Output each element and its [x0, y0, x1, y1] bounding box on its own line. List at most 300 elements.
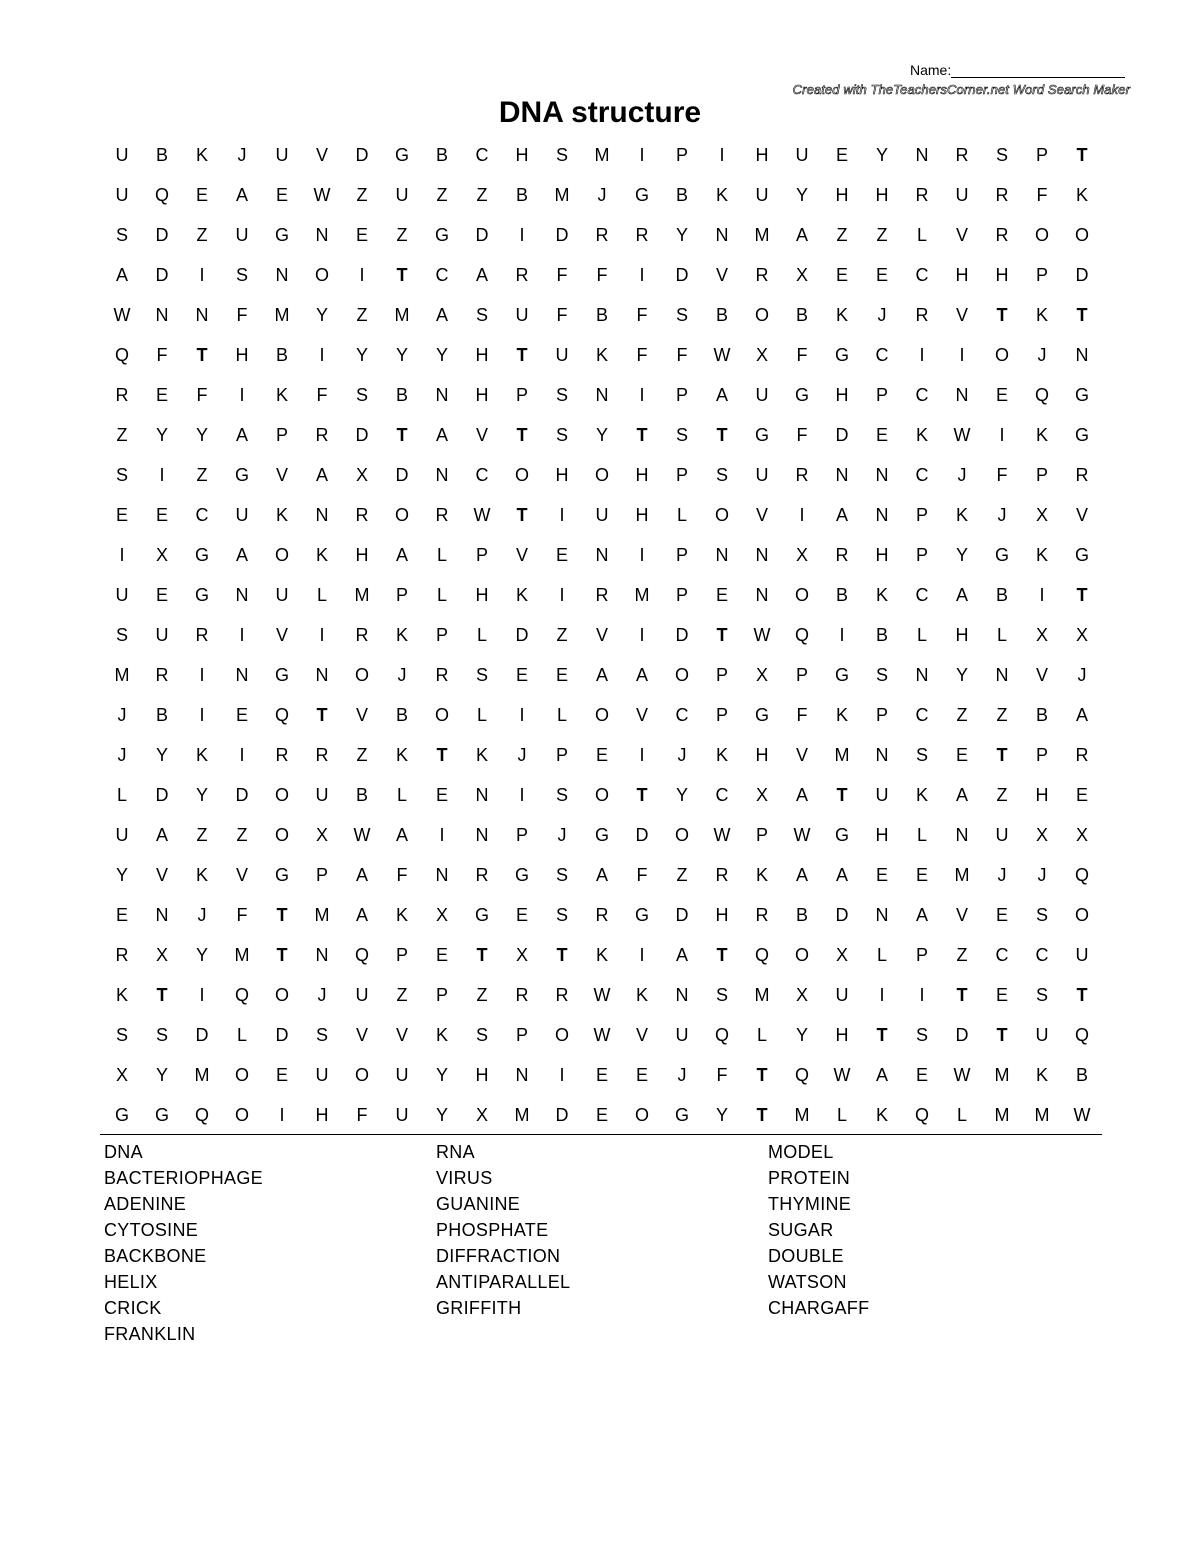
grid-letter: O — [1034, 225, 1049, 245]
grid-letter: Y — [195, 785, 208, 805]
grid-letter: O — [274, 545, 289, 565]
grid-letter: P — [675, 465, 688, 485]
grid-letter: X — [1075, 825, 1088, 845]
grid-letter: R — [915, 185, 929, 205]
grid-letter: H — [235, 345, 249, 365]
grid-letter: K — [275, 505, 288, 525]
grid-letter: U — [835, 985, 849, 1005]
grid-letter: S — [675, 305, 688, 325]
grid-letter: Z — [396, 225, 408, 245]
grid-letter: C — [915, 265, 929, 285]
grid-letter: M — [794, 1105, 810, 1125]
grid-letter: D — [395, 465, 409, 485]
grid-letter: L — [316, 585, 327, 605]
grid-letter: P — [435, 985, 448, 1005]
grid-letter: T — [756, 1065, 768, 1085]
grid-letter: L — [996, 625, 1007, 645]
grid-letter: S — [555, 385, 568, 405]
grid-letter: T — [716, 425, 728, 445]
grid-letter: F — [636, 865, 648, 885]
grid-letter: R — [515, 985, 529, 1005]
grid-letter: G — [194, 545, 209, 565]
grid-letter: D — [555, 225, 569, 245]
grid-letter: U — [155, 625, 169, 645]
grid-letter: S — [555, 905, 568, 925]
grid-letter: R — [195, 625, 209, 645]
grid-letter: N — [275, 265, 289, 285]
grid-letter: B — [155, 705, 168, 725]
grid-letter: N — [1075, 345, 1089, 365]
grid-letter: G — [514, 865, 529, 885]
grid-letter: U — [1075, 945, 1089, 965]
grid-letter: I — [159, 465, 165, 485]
grid-letter: E — [995, 385, 1008, 405]
word-list-item: MODEL — [768, 1142, 834, 1162]
grid-letter: N — [755, 545, 769, 565]
grid-letter: G — [1074, 385, 1089, 405]
grid-letter: G — [754, 705, 769, 725]
grid-letter: M — [514, 1105, 530, 1125]
grid-letter: N — [835, 465, 849, 485]
grid-letter: K — [395, 905, 408, 925]
grid-letter: L — [436, 545, 447, 565]
grid-letter: E — [115, 905, 128, 925]
grid-letter: K — [715, 745, 728, 765]
grid-row — [102, 1015, 1102, 1055]
grid-letter: O — [1074, 225, 1089, 245]
word-list-item: CYTOSINE — [104, 1220, 199, 1240]
grid-letter: Y — [195, 425, 208, 445]
grid-letter: V — [955, 225, 968, 245]
grid-letter: G — [234, 465, 249, 485]
grid-letter: E — [1075, 785, 1088, 805]
grid-letter: A — [355, 905, 368, 925]
grid-letter: F — [556, 305, 568, 325]
grid-letter: A — [675, 945, 688, 965]
grid-letter: T — [1076, 985, 1088, 1005]
grid-letter: G — [834, 825, 849, 845]
word-list-item: FRANKLIN — [104, 1324, 196, 1344]
grid-letter: X — [755, 665, 768, 685]
grid-letter: P — [915, 545, 928, 565]
grid-letter: I — [239, 625, 245, 645]
grid-letter: O — [594, 705, 609, 725]
grid-letter: Y — [155, 1065, 168, 1085]
grid-letter: R — [595, 905, 609, 925]
grid-letter: I — [119, 545, 125, 565]
grid-letter: W — [593, 1025, 611, 1045]
grid-letter: P — [1035, 265, 1048, 285]
grid-letter: Q — [794, 625, 809, 645]
name-field — [910, 62, 1125, 78]
grid-letter: L — [476, 625, 487, 645]
grid-letter: M — [114, 665, 130, 685]
grid-letter: H — [755, 745, 769, 765]
grid-letter: B — [875, 625, 888, 645]
grid-letter: I — [639, 625, 645, 645]
grid-letter: A — [795, 785, 808, 805]
grid-letter: E — [915, 865, 928, 885]
grid-letter: K — [595, 945, 608, 965]
word-list-item: SUGAR — [768, 1220, 834, 1240]
grid-letter: I — [1039, 585, 1045, 605]
word-list-item: HELIX — [104, 1272, 158, 1292]
grid-letter: K — [875, 585, 888, 605]
grid-letter: N — [235, 665, 249, 685]
grid-letter: T — [556, 945, 568, 965]
word-list-item: RNA — [436, 1142, 475, 1162]
grid-letter: J — [197, 905, 207, 925]
grid-row — [102, 535, 1102, 575]
grid-letter: W — [833, 1065, 851, 1085]
grid-letter: K — [275, 385, 288, 405]
grid-letter: G — [274, 865, 289, 885]
grid-letter: N — [315, 225, 329, 245]
grid-letter: S — [675, 425, 688, 445]
grid-letter: Y — [435, 345, 448, 365]
grid-letter: O — [354, 665, 369, 685]
grid-letter: V — [595, 625, 608, 645]
grid-letter: B — [275, 345, 288, 365]
grid-letter: T — [476, 945, 488, 965]
grid-letter: U — [955, 185, 969, 205]
grid-row — [102, 215, 1102, 255]
grid-letter: J — [597, 185, 607, 205]
grid-letter: U — [315, 1065, 329, 1085]
grid-letter: D — [1075, 265, 1089, 285]
grid-letter: E — [155, 585, 168, 605]
grid-letter: A — [955, 585, 968, 605]
grid-letter: A — [235, 185, 248, 205]
grid-letter: S — [115, 1025, 128, 1045]
grid-letter: Q — [194, 1105, 209, 1125]
grid-letter: S — [115, 225, 128, 245]
grid-row — [102, 335, 1102, 375]
word-list-item: BACTERIOPHAGE — [104, 1168, 263, 1188]
grid-letter: P — [435, 625, 448, 645]
grid-letter: F — [676, 345, 688, 365]
grid-letter: U — [355, 985, 369, 1005]
grid-letter: E — [995, 985, 1008, 1005]
grid-letter: Y — [955, 665, 968, 685]
grid-letter: Z — [356, 745, 368, 765]
grid-letter: M — [994, 1105, 1010, 1125]
grid-letter: D — [675, 625, 689, 645]
grid-letter: C — [715, 785, 729, 805]
grid-letter: Q — [154, 185, 169, 205]
grid-row — [102, 655, 1102, 695]
grid-letter: H — [1035, 785, 1049, 805]
grid-letter: E — [715, 585, 728, 605]
grid-letter: V — [235, 865, 248, 885]
grid-letter: C — [875, 345, 889, 365]
grid-letter: C — [915, 585, 929, 605]
grid-row — [102, 455, 1102, 495]
grid-letter: R — [475, 865, 489, 885]
grid-letter: A — [795, 865, 808, 885]
grid-letter: X — [1035, 825, 1048, 845]
grid-letter: X — [1035, 625, 1048, 645]
grid-letter: I — [559, 1065, 565, 1085]
grid-letter: I — [919, 345, 925, 365]
grid-letter: L — [956, 1105, 967, 1125]
grid-row — [102, 375, 1102, 415]
grid-letter: G — [1074, 425, 1089, 445]
grid-row — [102, 815, 1102, 855]
grid-letter: O — [314, 265, 329, 285]
grid-letter: U — [235, 505, 249, 525]
word-list-item: VIRUS — [436, 1168, 493, 1188]
grid-letter: F — [796, 425, 808, 445]
grid-letter: K — [1075, 185, 1088, 205]
grid-letter: Q — [234, 985, 249, 1005]
grid-letter: Z — [956, 945, 968, 965]
grid-letter: R — [595, 225, 609, 245]
grid-row — [102, 135, 1102, 175]
grid-letter: E — [435, 785, 448, 805]
grid-letter: A — [955, 785, 968, 805]
grid-letter: W — [113, 305, 131, 325]
grid-letter: F — [196, 385, 208, 405]
grid-letter: V — [275, 625, 288, 645]
grid-letter: J — [677, 1065, 687, 1085]
grid-letter: O — [674, 665, 689, 685]
grid-letter: G — [114, 1105, 129, 1125]
grid-letter: S — [1035, 985, 1048, 1005]
grid-letter: Z — [996, 705, 1008, 725]
grid-letter: U — [755, 385, 769, 405]
grid-letter: L — [436, 585, 447, 605]
grid-letter: E — [515, 665, 528, 685]
grid-letter: A — [875, 1065, 888, 1085]
grid-letter: E — [955, 745, 968, 765]
grid-letter: H — [835, 385, 849, 405]
grid-letter: I — [239, 745, 245, 765]
grid-letter: R — [955, 145, 969, 165]
grid-row — [102, 615, 1102, 655]
grid-letter: B — [395, 705, 408, 725]
grid-letter: E — [835, 265, 848, 285]
grid-letter: Y — [155, 745, 168, 765]
grid-letter: P — [315, 865, 328, 885]
grid-letter: U — [875, 785, 889, 805]
grid-letter: E — [155, 385, 168, 405]
grid-letter: L — [916, 625, 927, 645]
grid-letter: I — [319, 625, 325, 645]
grid-letter: Y — [675, 785, 688, 805]
grid-letter: L — [836, 1105, 847, 1125]
grid-letter: F — [716, 1065, 728, 1085]
word-list-item: CRICK — [104, 1298, 162, 1318]
grid-letter: H — [835, 1025, 849, 1045]
grid-letter: E — [275, 185, 288, 205]
grid-letter: A — [915, 905, 928, 925]
grid-letter: F — [596, 265, 608, 285]
grid-letter: Y — [395, 345, 408, 365]
grid-letter: D — [155, 265, 169, 285]
grid-letter: Z — [996, 785, 1008, 805]
grid-letter: S — [235, 265, 248, 285]
grid-letter: L — [116, 785, 127, 805]
word-list-item: BACKBONE — [104, 1246, 207, 1266]
grid-letter: V — [715, 265, 728, 285]
grid-letter: E — [595, 1105, 608, 1125]
grid-letter: X — [435, 905, 448, 925]
grid-letter: C — [915, 705, 929, 725]
grid-letter: M — [354, 585, 370, 605]
grid-letter: K — [315, 545, 328, 565]
grid-letter: M — [994, 1065, 1010, 1085]
grid-letter: O — [634, 1105, 649, 1125]
grid-letter: V — [635, 705, 648, 725]
grid-row — [102, 775, 1102, 815]
grid-letter: G — [274, 665, 289, 685]
grid-letter: M — [634, 585, 650, 605]
grid-letter: M — [314, 905, 330, 925]
grid-letter: M — [394, 305, 410, 325]
grid-letter: H — [475, 585, 489, 605]
grid-letter: H — [955, 625, 969, 645]
grid-letter: F — [996, 465, 1008, 485]
grid-letter: K — [435, 1025, 448, 1045]
grid-letter: H — [715, 905, 729, 925]
grid-letter: R — [155, 665, 169, 685]
grid-letter: S — [115, 465, 128, 485]
grid-letter: N — [315, 665, 329, 685]
grid-letter: E — [915, 1065, 928, 1085]
grid-letter: A — [835, 865, 848, 885]
grid-letter: X — [315, 825, 328, 845]
grid-letter: S — [915, 745, 928, 765]
grid-letter: P — [475, 545, 488, 565]
grid-letter: T — [636, 425, 648, 445]
grid-letter: A — [315, 465, 328, 485]
grid-letter: C — [995, 945, 1009, 965]
word-list — [104, 1139, 1100, 1347]
grid-letter: T — [716, 625, 728, 645]
grid-letter: L — [876, 945, 887, 965]
grid-letter: H — [475, 385, 489, 405]
grid-letter: U — [755, 465, 769, 485]
grid-letter: H — [475, 345, 489, 365]
grid-letter: G — [674, 1105, 689, 1125]
grid-letter: S — [315, 1025, 328, 1045]
grid-letter: V — [755, 505, 768, 525]
grid-letter: O — [274, 985, 289, 1005]
grid-letter: K — [475, 745, 488, 765]
grid-letter: X — [755, 345, 768, 365]
grid-row — [102, 975, 1102, 1015]
grid-letter: B — [155, 145, 168, 165]
grid-letter: O — [234, 1065, 249, 1085]
grid-letter: E — [355, 225, 368, 245]
grid-letter: D — [195, 1025, 209, 1045]
grid-letter: P — [715, 705, 728, 725]
grid-letter: Y — [115, 865, 128, 885]
grid-letter: J — [877, 305, 887, 325]
grid-letter: K — [395, 745, 408, 765]
grid-letter: L — [556, 705, 567, 725]
grid-letter: O — [514, 465, 529, 485]
grid-letter: X — [795, 985, 808, 1005]
grid-letter: I — [999, 425, 1005, 445]
grid-row — [102, 575, 1102, 615]
grid-letter: M — [754, 985, 770, 1005]
grid-letter: P — [1035, 145, 1048, 165]
grid-letter: K — [1035, 1065, 1048, 1085]
grid-letter: I — [639, 945, 645, 965]
grid-letter: T — [276, 905, 288, 925]
grid-letter: J — [677, 745, 687, 765]
grid-letter: J — [517, 745, 527, 765]
grid-letter: M — [594, 145, 610, 165]
grid-letter: O — [1074, 905, 1089, 925]
grid-letter: T — [956, 985, 968, 1005]
grid-letter: O — [234, 1105, 249, 1125]
grid-letter: H — [955, 265, 969, 285]
grid-letter: U — [275, 585, 289, 605]
grid-letter: A — [795, 225, 808, 245]
grid-letter: P — [875, 705, 888, 725]
grid-letter: K — [515, 585, 528, 605]
grid-letter: R — [115, 385, 129, 405]
grid-letter: T — [1076, 585, 1088, 605]
grid-letter: D — [835, 425, 849, 445]
grid-letter: B — [715, 305, 728, 325]
grid-letter: U — [235, 225, 249, 245]
grid-letter: H — [355, 545, 369, 565]
grid-letter: V — [1075, 505, 1088, 525]
grid-letter: D — [515, 625, 529, 645]
grid-row — [102, 415, 1102, 455]
grid-letter: E — [875, 865, 888, 885]
grid-letter: P — [1035, 465, 1048, 485]
grid-letter: L — [916, 225, 927, 245]
grid-letter: P — [395, 945, 408, 965]
grid-letter: R — [995, 225, 1009, 245]
grid-letter: H — [555, 465, 569, 485]
grid-letter: R — [635, 225, 649, 245]
grid-letter: F — [236, 905, 248, 925]
grid-letter: I — [519, 705, 525, 725]
grid-letter: V — [395, 1025, 408, 1045]
grid-letter: X — [755, 785, 768, 805]
grid-letter: S — [475, 305, 488, 325]
grid-letter: N — [475, 825, 489, 845]
grid-letter: I — [519, 225, 525, 245]
grid-letter: E — [115, 505, 128, 525]
grid-letter: X — [355, 465, 368, 485]
grid-letter: N — [915, 145, 929, 165]
grid-letter: S — [115, 625, 128, 645]
grid-letter: X — [795, 265, 808, 285]
grid-letter: W — [953, 1065, 971, 1085]
grid-letter: K — [1035, 425, 1048, 445]
grid-letter: B — [355, 785, 368, 805]
grid-letter: D — [955, 1025, 969, 1045]
grid-letter: P — [755, 825, 768, 845]
word-list-item: GRIFFITH — [436, 1298, 522, 1318]
grid-letter: A — [435, 425, 448, 445]
grid-letter: N — [955, 825, 969, 845]
grid-letter: B — [515, 185, 528, 205]
grid-letter: S — [555, 785, 568, 805]
grid-letter: S — [875, 665, 888, 685]
grid-letter: O — [674, 825, 689, 845]
grid-letter: R — [1075, 745, 1089, 765]
grid-letter: Q — [714, 1025, 729, 1045]
grid-letter: S — [555, 425, 568, 445]
